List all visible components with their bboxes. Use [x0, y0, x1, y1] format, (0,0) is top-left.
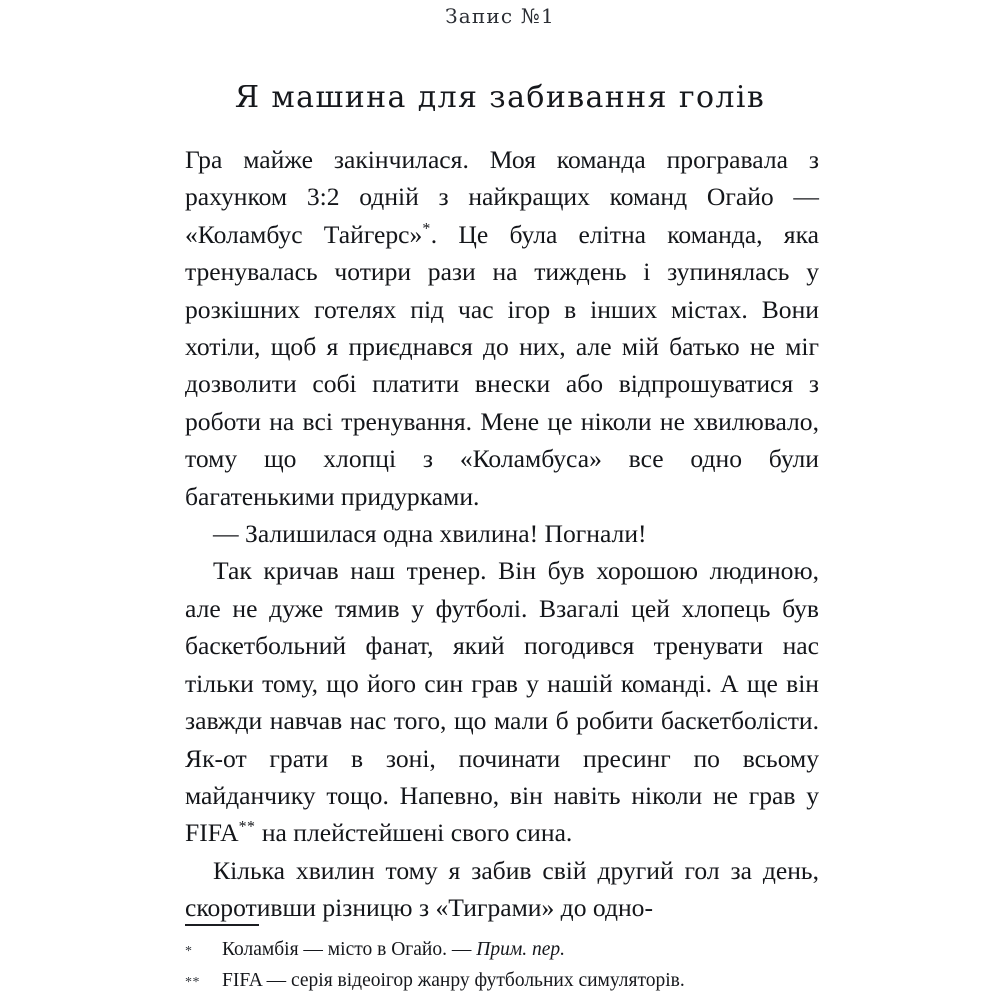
paragraph: Гра майже закінчилася. Моя команда програвала з рахунком 3:2 одній з найкращих команд Огайо — «Коламбус Тайгерс»*. Це була елітна команда, яка тренувалась чотири рази на тиждень і зупинялась у розкішних готелях під час ігор в інших містах. Вони хотіли, щоб я приєднався до них, але мій батько не міг дозволити собі платити внески або відпрошуватися з роботи на всі тренування. Мене це ніколи не хвилювало, тому що хлопці з «Коламбуса» все одно були багатенькими придурками.	[185, 145, 819, 511]
footnote-separator-rule	[185, 924, 259, 926]
footnote-reference[interactable]: *	[422, 220, 431, 238]
footnote-attribution: Прим. пер.	[476, 939, 566, 960]
paragraph: Так кричав наш тренер. Він був хорошою людиною, але не дуже тямив у футболі. Взагалі цей хлопець був баскетбольний фанат, який погодився тренувати нас тільки тому, що його син грав у нашій команді. А ще він завжди навчав нас того, що мали б робити баскетболісти. Як-от грати в зоні, починати пресинг по всьому майданчику тощо. Напевно, він навіть ніколи не грав у FIFA** на плейстейшені свого сина.	[185, 556, 819, 848]
footnote-marker: *	[185, 944, 193, 959]
paragraph: — Залишилася одна хвилина! Погнали!	[213, 519, 647, 549]
footnote-block	[185, 924, 819, 997]
footnote-marker: **	[185, 975, 200, 990]
footnote-item	[185, 935, 819, 966]
footnote-text: FIFA — серія відеоігор жанру футбольних симуляторів.	[222, 970, 685, 991]
running-header: Запис №1	[445, 4, 555, 28]
footnote-item	[185, 966, 819, 997]
footnote-text: Коламбія — місто в Огайо. — Прим. пер.	[222, 939, 566, 960]
paragraph: Кілька хвилин тому я забив свій другий гол за день, скоротивши різницю з «Тиграми» до одно-	[185, 855, 819, 923]
body-text-column	[185, 141, 819, 927]
chapter-title: Я машина для забивання голів	[234, 80, 766, 116]
footnote-reference[interactable]: **	[238, 818, 256, 836]
